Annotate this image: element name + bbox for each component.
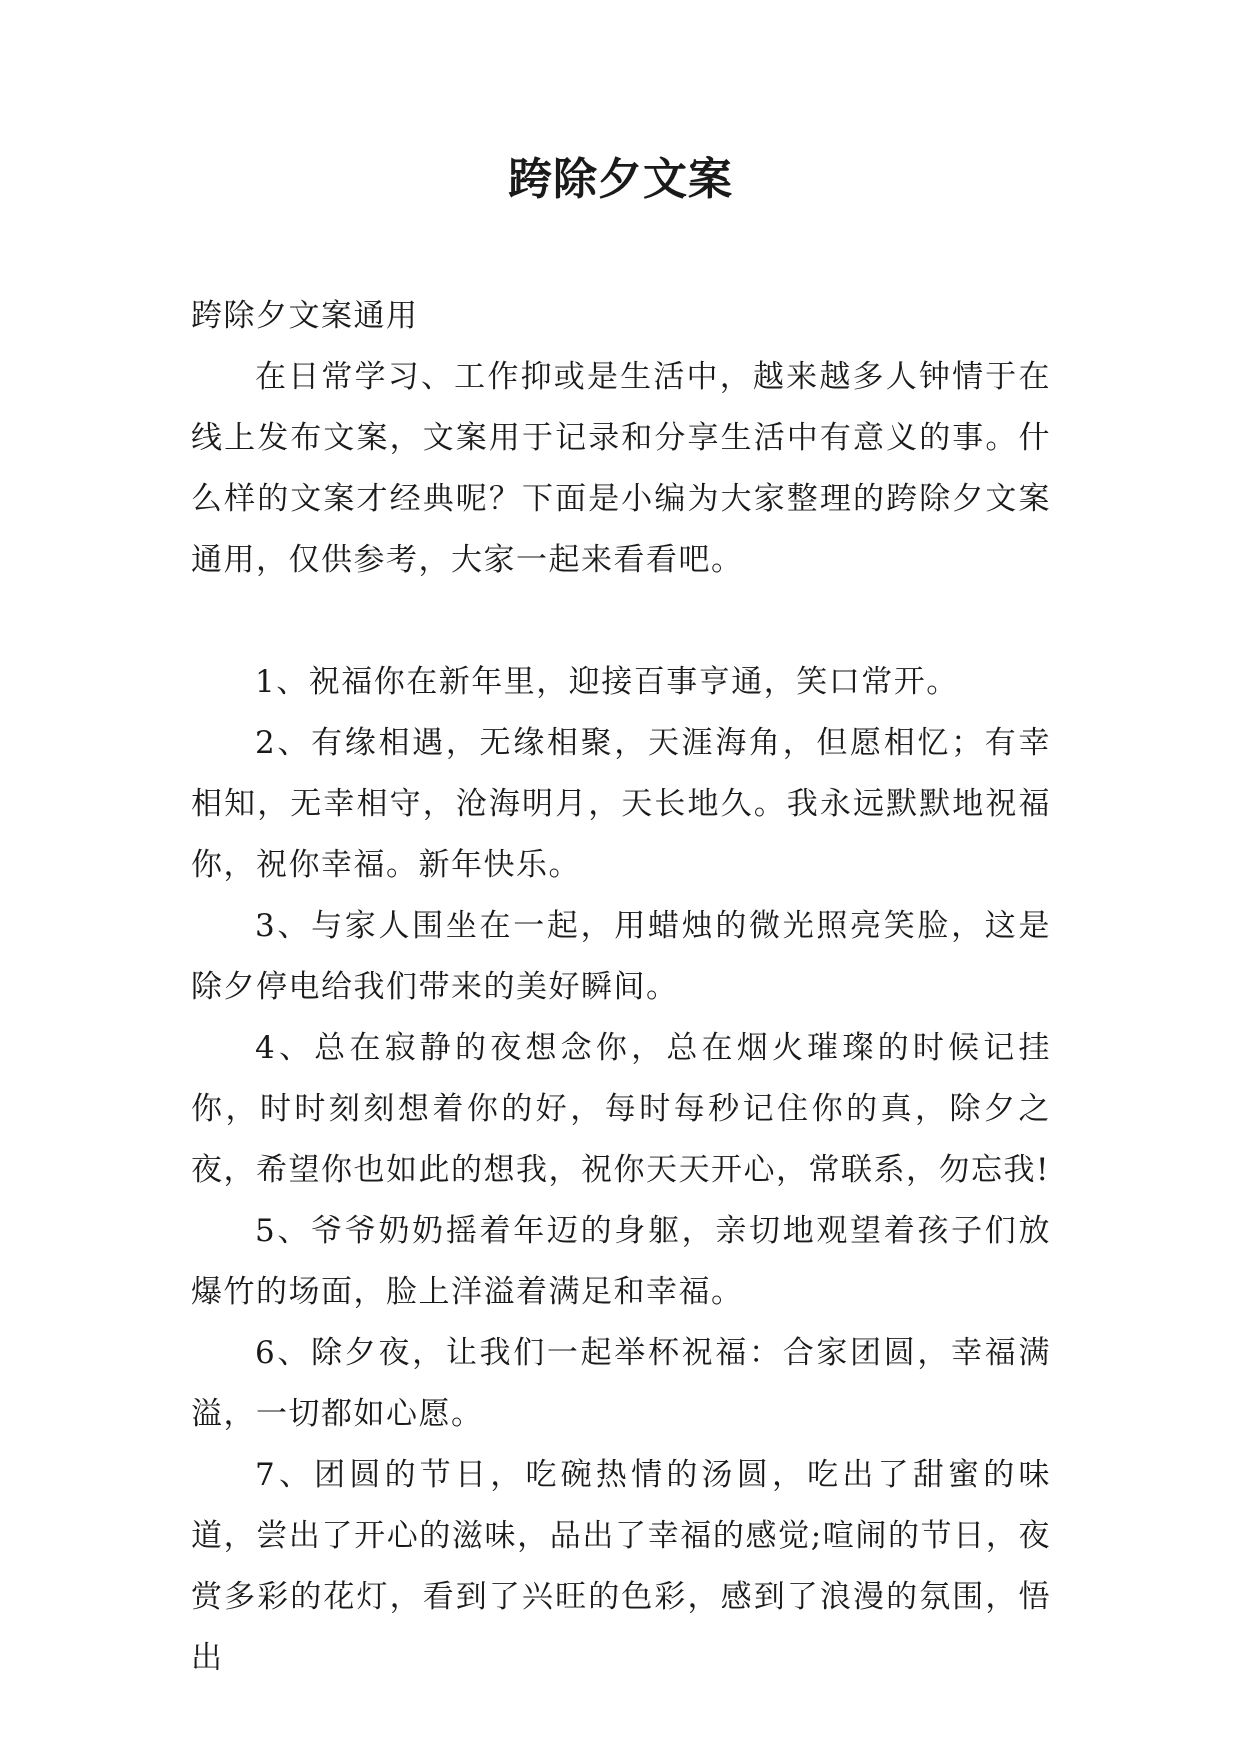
document-body	[191, 286, 1051, 1689]
list-item: 7、团圆的节日，吃碗热情的汤圆，吃出了甜蜜的味道，尝出了开心的滋味，品出了幸福的感觉;喧闹的节日，夜赏多彩的花灯，看到了兴旺的色彩，感到了浪漫的氛围，悟出	[191, 1457, 1051, 1676]
document-subtitle: 跨除夕文案通用	[191, 298, 419, 334]
list-item: 2、有缘相遇，无缘相聚，天涯海角，但愿相忆；有幸相知，无幸相守，沧海明月，天长地久。我永远默默地祝福你，祝你幸福。新年快乐。	[191, 725, 1051, 883]
list-item: 4、总在寂静的夜想念你，总在烟火璀璨的时候记挂你，时时刻刻想着你的好，每时每秒记住你的真，除夕之夜，希望你也如此的想我，祝你天天开心，常联系，勿忘我!	[191, 1030, 1051, 1188]
list-item: 6、除夕夜，让我们一起举杯祝福：合家团圆，幸福满溢，一切都如心愿。	[191, 1335, 1051, 1432]
list-item: 3、与家人围坐在一起，用蜡烛的微光照亮笑脸，这是除夕停电给我们带来的美好瞬间。	[191, 908, 1051, 1005]
list-item: 1、祝福你在新年里，迎接百事亨通，笑口常开。	[255, 664, 959, 700]
page-title: 跨除夕文案	[508, 154, 733, 205]
list-item: 5、爷爷奶奶摇着年迈的身躯，亲切地观望着孩子们放爆竹的场面，脸上洋溢着满足和幸福。	[191, 1213, 1051, 1310]
intro-paragraph: 在日常学习、工作抑或是生活中，越来越多人钟情于在线上发布文案，文案用于记录和分享生活中有意义的事。什么样的文案才经典呢？下面是小编为大家整理的跨除夕文案通用，仅供参考，大家一起来看看吧。	[191, 359, 1051, 578]
paragraph-spacer	[191, 591, 1051, 652]
